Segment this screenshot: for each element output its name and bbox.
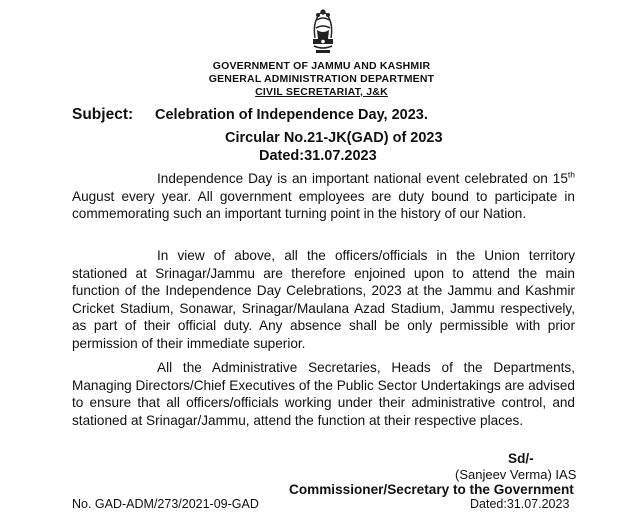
subject-label: Subject:: [72, 106, 134, 123]
subject-text: Celebration of Independence Day, 2023.: [155, 107, 428, 123]
signature-sd: Sd/-: [508, 451, 534, 466]
signature-date: Dated:31.07.2023: [470, 497, 570, 511]
header-secretariat: CIVIL SECRETARIAT, J&K: [255, 86, 388, 98]
header-department: GENERAL ADMINISTRATION DEPARTMENT: [208, 73, 435, 85]
paragraph-1-start: Independence Day is an important national event celebrated on 15: [157, 171, 568, 186]
paragraph-3: All the Administrative Secretaries, Heads of the Departments, Managing Directors/Chief Executives of the Public Sector Undertakings are advised to ensure that all officers/officials working under their administrative control, and stationed at Srinagar/Jammu, attend the function at their respective places.: [72, 360, 575, 428]
header-government: GOVERNMENT OF JAMMU AND KASHMIR: [212, 60, 431, 72]
paragraph-2: In view of above, all the officers/officials in the Union territory stationed at Srinagar/Jammu are therefore enjoined upon to attend the main function of the Independence Day Celebrations, 2023 at the Jammu and Kashmir Cricket Stadium, Sonawar, Srinagar/Maulana Azad Stadium, Jammu respectively, as part of their official duty. Any absence shall be only permissible with prior permission of their immediate superior.: [72, 248, 575, 351]
signatory-designation: Commissioner/Secretary to the Government: [289, 482, 574, 497]
circular-date: Dated:31.07.2023: [259, 148, 377, 164]
state-emblem-icon: [304, 6, 342, 56]
signatory-name: (Sanjeev Verma) IAS: [455, 467, 577, 482]
paragraph-1-end: August every year. All government employees are duty bound to participate in commemorating such an important turning point in the history of our Nation.: [72, 188, 575, 222]
paragraph-1: [72, 170, 575, 223]
circular-number: Circular No.21-JK(GAD) of 2023: [225, 130, 443, 146]
paragraph-1-superscript: th: [567, 169, 575, 180]
reference-number: No. GAD-ADM/273/2021-09-GAD: [72, 497, 259, 511]
